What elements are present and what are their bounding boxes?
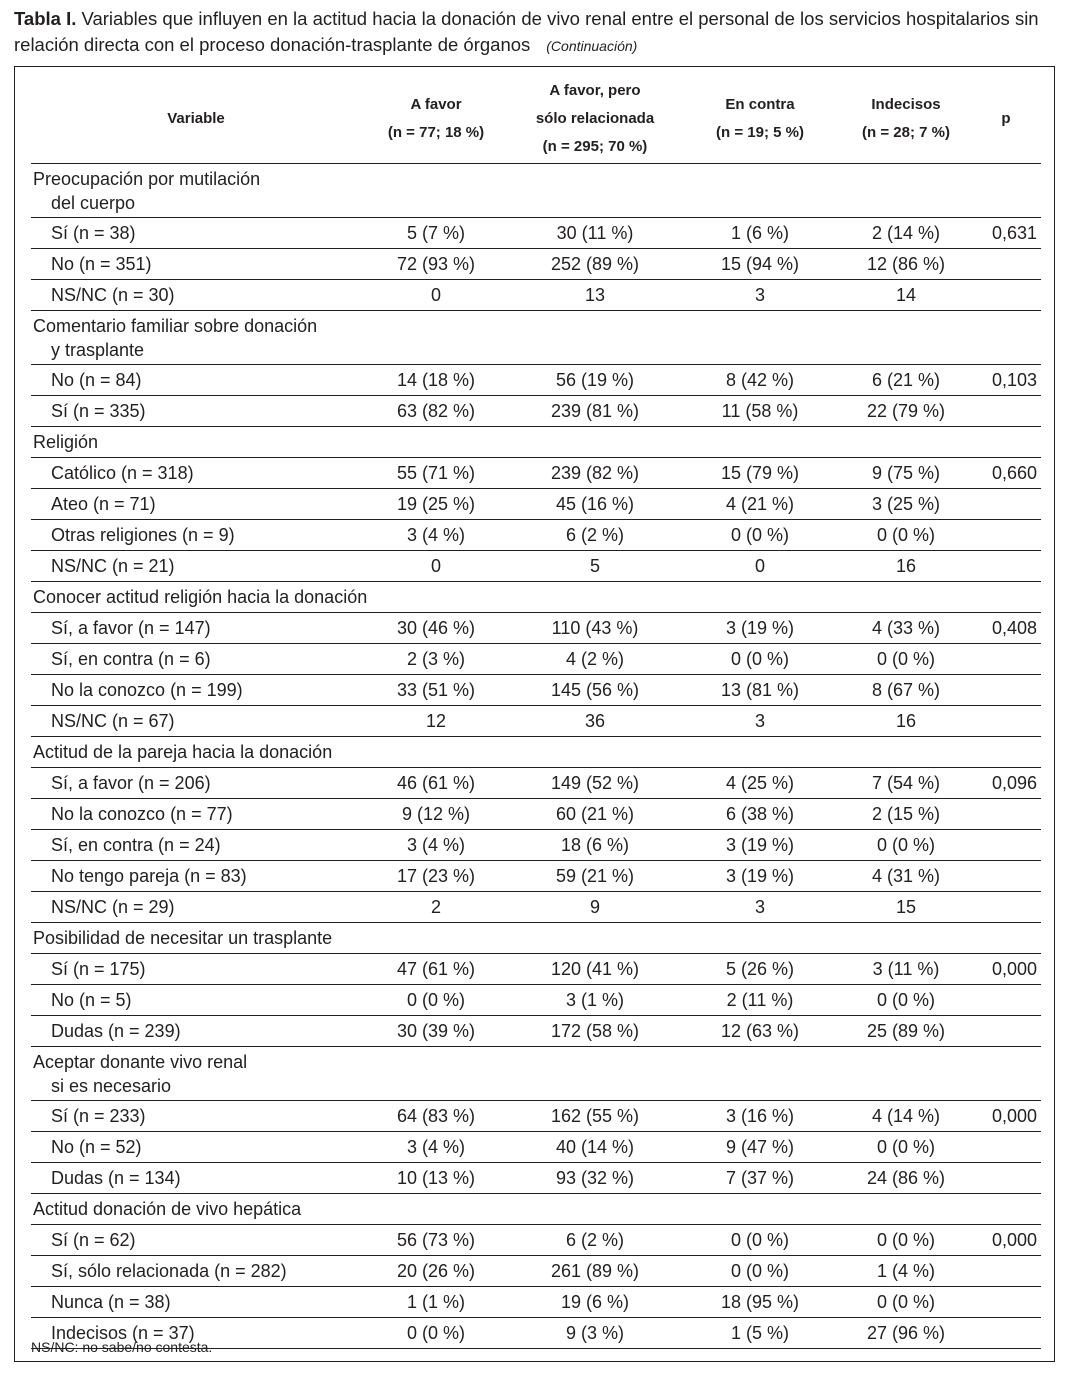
table-cell: 149 (52 %)	[511, 768, 679, 799]
row-label: Sí, a favor (n = 206)	[31, 768, 361, 799]
column-header-line: (n = 77; 18 %)	[387, 124, 485, 141]
table-cell: 36	[511, 706, 679, 737]
p-value-cell: 0,000	[971, 1225, 1041, 1256]
section-title-line: del cuerpo	[51, 192, 136, 213]
table-row	[31, 280, 1041, 311]
table-body	[31, 164, 1041, 1349]
section-row	[31, 1194, 1041, 1225]
p-value-cell	[971, 396, 1041, 427]
table-row	[31, 830, 1041, 861]
table-row	[31, 613, 1041, 644]
section-title-line: Actitud de la pareja hacia la donación	[33, 742, 333, 762]
p-value-cell	[971, 489, 1041, 520]
table-cell: 6 (21 %)	[841, 365, 971, 396]
table-cell: 46 (61 %)	[361, 768, 511, 799]
column-header-line: Variable	[167, 110, 225, 127]
section-title	[31, 311, 1041, 365]
table-row	[31, 365, 1041, 396]
caption-label: Tabla I.	[14, 8, 77, 29]
section-title-line: y trasplante	[51, 339, 145, 360]
p-value-cell	[971, 706, 1041, 737]
table-cell: 0 (0 %)	[841, 520, 971, 551]
table-cell: 14 (18 %)	[361, 365, 511, 396]
p-value-cell	[971, 892, 1041, 923]
row-label: Otras religiones (n = 9)	[31, 520, 361, 551]
row-label: Católico (n = 318)	[31, 458, 361, 489]
table-cell: 252 (89 %)	[511, 249, 679, 280]
table-cell: 4 (25 %)	[679, 768, 841, 799]
table-cell: 1 (5 %)	[679, 1318, 841, 1349]
table-cell: 12	[361, 706, 511, 737]
table-cell: 13	[511, 280, 679, 311]
p-value-cell	[971, 830, 1041, 861]
table-cell: 5	[511, 551, 679, 582]
table-cell: 5 (7 %)	[361, 218, 511, 249]
p-value-cell	[971, 861, 1041, 892]
table-cell: 7 (54 %)	[841, 768, 971, 799]
p-value-cell: 0,631	[971, 218, 1041, 249]
table-cell: 72 (93 %)	[361, 249, 511, 280]
section-title	[31, 582, 1041, 613]
table-cell: 8 (67 %)	[841, 675, 971, 706]
table-cell: 2	[361, 892, 511, 923]
p-value-cell	[971, 1016, 1041, 1047]
column-header-line: p	[1001, 110, 1011, 127]
table-cell: 14	[841, 280, 971, 311]
table-cell: 0	[361, 551, 511, 582]
table-cell: 162 (55 %)	[511, 1101, 679, 1132]
p-value-cell	[971, 1256, 1041, 1287]
caption-text: Variables que influyen en la actitud hacia la donación de vivo renal entre el personal de los servicios hospitalarios sin relación directa con el proceso donación-trasplante de órganos	[14, 8, 1039, 55]
row-label: No tengo pareja (n = 83)	[31, 861, 361, 892]
caption-continuation: (Continuación)	[546, 38, 638, 54]
table-cell: 0 (0 %)	[361, 985, 511, 1016]
footnote: NS/NC: no sabe/no contesta.	[31, 1339, 213, 1355]
table-row	[31, 768, 1041, 799]
section-title-line: Aceptar donante vivo renal	[33, 1051, 248, 1072]
column-header-line: A favor	[410, 96, 462, 113]
p-value-cell	[971, 1318, 1041, 1349]
table-cell: 239 (82 %)	[511, 458, 679, 489]
table-cell: 0	[361, 280, 511, 311]
table-cell: 3 (1 %)	[511, 985, 679, 1016]
table-cell: 9 (75 %)	[841, 458, 971, 489]
row-label: Sí, en contra (n = 6)	[31, 644, 361, 675]
table-cell: 15	[841, 892, 971, 923]
column-header	[361, 75, 511, 164]
table-cell: 2 (15 %)	[841, 799, 971, 830]
row-label: No (n = 351)	[31, 249, 361, 280]
table-cell: 25 (89 %)	[841, 1016, 971, 1047]
p-value-cell	[971, 675, 1041, 706]
table-cell: 30 (39 %)	[361, 1016, 511, 1047]
p-value-cell: 0,103	[971, 365, 1041, 396]
section-row	[31, 311, 1041, 365]
table-row	[31, 1225, 1041, 1256]
column-header	[679, 75, 841, 164]
table-cell: 0 (0 %)	[841, 1132, 971, 1163]
table-frame	[14, 66, 1055, 1362]
table-cell: 1 (1 %)	[361, 1287, 511, 1318]
table-cell: 18 (6 %)	[511, 830, 679, 861]
table-cell: 17 (23 %)	[361, 861, 511, 892]
table-row	[31, 489, 1041, 520]
table-cell: 0 (0 %)	[361, 1318, 511, 1349]
table-cell: 110 (43 %)	[511, 613, 679, 644]
table-cell: 5 (26 %)	[679, 954, 841, 985]
table-row	[31, 1163, 1041, 1194]
table-cell: 16	[841, 551, 971, 582]
table-cell: 172 (58 %)	[511, 1016, 679, 1047]
row-label: Sí, en contra (n = 24)	[31, 830, 361, 861]
table-cell: 6 (2 %)	[511, 520, 679, 551]
row-label: Sí (n = 335)	[31, 396, 361, 427]
row-label: Sí (n = 62)	[31, 1225, 361, 1256]
p-value-cell	[971, 1132, 1041, 1163]
table-row	[31, 644, 1041, 675]
row-label: Sí (n = 175)	[31, 954, 361, 985]
row-label: Sí (n = 38)	[31, 218, 361, 249]
table-row	[31, 675, 1041, 706]
column-header-line: (n = 28; 7 %)	[862, 124, 950, 141]
row-label: Sí, sólo relacionada (n = 282)	[31, 1256, 361, 1287]
row-label: No (n = 52)	[31, 1132, 361, 1163]
table-cell: 18 (95 %)	[679, 1287, 841, 1318]
table-cell: 8 (42 %)	[679, 365, 841, 396]
column-header-line: En contra	[725, 96, 795, 113]
table-row	[31, 799, 1041, 830]
row-label: Indecisos (n = 37)	[31, 1318, 361, 1349]
section-title	[31, 1194, 1041, 1225]
p-value-cell	[971, 1163, 1041, 1194]
header-row	[31, 75, 1041, 164]
table-cell: 145 (56 %)	[511, 675, 679, 706]
section-title	[31, 923, 1041, 954]
table-cell: 3 (4 %)	[361, 520, 511, 551]
section-title	[31, 164, 1041, 218]
section-title-line: Conocer actitud religión hacia la donación	[33, 587, 368, 607]
table-cell: 3	[679, 280, 841, 311]
section-row	[31, 427, 1041, 458]
row-label: Dudas (n = 134)	[31, 1163, 361, 1194]
table-header	[31, 75, 1041, 164]
table-cell: 3 (4 %)	[361, 830, 511, 861]
table-cell: 63 (82 %)	[361, 396, 511, 427]
table-row	[31, 985, 1041, 1016]
row-label: No la conozco (n = 199)	[31, 675, 361, 706]
column-header-line: sólo relacionada	[535, 110, 655, 127]
table-cell: 0 (0 %)	[841, 1287, 971, 1318]
table-cell: 9 (12 %)	[361, 799, 511, 830]
table-cell: 4 (33 %)	[841, 613, 971, 644]
row-label: No (n = 84)	[31, 365, 361, 396]
p-value-cell	[971, 249, 1041, 280]
table-cell: 2 (11 %)	[679, 985, 841, 1016]
table-cell: 9	[511, 892, 679, 923]
table-cell: 7 (37 %)	[679, 1163, 841, 1194]
table-row	[31, 861, 1041, 892]
p-value-cell	[971, 520, 1041, 551]
section-title-line: Preocupación por mutilación	[33, 168, 261, 189]
table-cell: 60 (21 %)	[511, 799, 679, 830]
table-cell: 0 (0 %)	[841, 644, 971, 675]
table-caption	[14, 6, 1054, 59]
table-cell: 33 (51 %)	[361, 675, 511, 706]
table-cell: 55 (71 %)	[361, 458, 511, 489]
column-header	[841, 75, 971, 164]
table-row	[31, 249, 1041, 280]
p-value-cell	[971, 1287, 1041, 1318]
section-title-line: si es necesario	[51, 1075, 172, 1096]
table-row	[31, 396, 1041, 427]
table-cell: 64 (83 %)	[361, 1101, 511, 1132]
p-value-cell: 0,408	[971, 613, 1041, 644]
section-row	[31, 923, 1041, 954]
table-cell: 0 (0 %)	[679, 1256, 841, 1287]
table-cell: 16	[841, 706, 971, 737]
table-cell: 2 (3 %)	[361, 644, 511, 675]
p-value-cell: 0,660	[971, 458, 1041, 489]
table-cell: 3 (4 %)	[361, 1132, 511, 1163]
p-value-cell	[971, 985, 1041, 1016]
column-header	[511, 75, 679, 164]
table-row	[31, 218, 1041, 249]
section-title-line: Posibilidad de necesitar un trasplante	[33, 928, 333, 948]
table-cell: 10 (13 %)	[361, 1163, 511, 1194]
column-header	[971, 75, 1041, 164]
section-title	[31, 737, 1041, 768]
table-row	[31, 458, 1041, 489]
row-label: Dudas (n = 239)	[31, 1016, 361, 1047]
table-cell: 9 (3 %)	[511, 1318, 679, 1349]
row-label: NS/NC (n = 30)	[31, 280, 361, 311]
p-value-cell	[971, 644, 1041, 675]
table-cell: 0 (0 %)	[679, 520, 841, 551]
table-cell: 4 (2 %)	[511, 644, 679, 675]
table-cell: 0 (0 %)	[841, 1225, 971, 1256]
table-cell: 1 (6 %)	[679, 218, 841, 249]
table-cell: 3 (11 %)	[841, 954, 971, 985]
table-cell: 19 (25 %)	[361, 489, 511, 520]
p-value-cell	[971, 551, 1041, 582]
column-header-line: A favor, pero	[549, 82, 641, 99]
section-title	[31, 1047, 1041, 1101]
table-cell: 9 (47 %)	[679, 1132, 841, 1163]
table-cell: 239 (81 %)	[511, 396, 679, 427]
p-value-cell: 0,096	[971, 768, 1041, 799]
section-title-line: Comentario familiar sobre donación	[33, 315, 318, 336]
table-cell: 11 (58 %)	[679, 396, 841, 427]
table-row	[31, 706, 1041, 737]
table-row	[31, 551, 1041, 582]
data-table	[31, 75, 1041, 1349]
table-cell: 3 (19 %)	[679, 830, 841, 861]
table-row	[31, 1016, 1041, 1047]
table-cell: 4 (14 %)	[841, 1101, 971, 1132]
table-cell: 15 (94 %)	[679, 249, 841, 280]
table-cell: 13 (81 %)	[679, 675, 841, 706]
section-row	[31, 164, 1041, 218]
table-row	[31, 1132, 1041, 1163]
section-row	[31, 1047, 1041, 1101]
table-cell: 3	[679, 706, 841, 737]
table-cell: 0 (0 %)	[679, 1225, 841, 1256]
table-cell: 20 (26 %)	[361, 1256, 511, 1287]
table-cell: 6 (38 %)	[679, 799, 841, 830]
row-label: Ateo (n = 71)	[31, 489, 361, 520]
table-cell: 1 (4 %)	[841, 1256, 971, 1287]
table-cell: 19 (6 %)	[511, 1287, 679, 1318]
table-cell: 3 (19 %)	[679, 613, 841, 644]
table-cell: 93 (32 %)	[511, 1163, 679, 1194]
table-cell: 0 (0 %)	[841, 830, 971, 861]
table-cell: 59 (21 %)	[511, 861, 679, 892]
row-label: NS/NC (n = 29)	[31, 892, 361, 923]
table-cell: 22 (79 %)	[841, 396, 971, 427]
column-header	[31, 75, 361, 164]
table-cell: 0 (0 %)	[841, 985, 971, 1016]
row-label: Sí, a favor (n = 147)	[31, 613, 361, 644]
row-label: No la conozco (n = 77)	[31, 799, 361, 830]
section-title-line: Religión	[33, 432, 99, 452]
row-label: Nunca (n = 38)	[31, 1287, 361, 1318]
table-cell: 12 (63 %)	[679, 1016, 841, 1047]
table-cell: 0	[679, 551, 841, 582]
table-cell: 56 (73 %)	[361, 1225, 511, 1256]
section-row	[31, 582, 1041, 613]
row-label: Sí (n = 233)	[31, 1101, 361, 1132]
table-cell: 56 (19 %)	[511, 365, 679, 396]
table-cell: 3	[679, 892, 841, 923]
table-row	[31, 1101, 1041, 1132]
column-header-line: (n = 19; 5 %)	[716, 124, 804, 141]
table-cell: 15 (79 %)	[679, 458, 841, 489]
table-cell: 4 (31 %)	[841, 861, 971, 892]
table-cell: 261 (89 %)	[511, 1256, 679, 1287]
table-cell: 4 (21 %)	[679, 489, 841, 520]
table-cell: 0 (0 %)	[679, 644, 841, 675]
table-cell: 12 (86 %)	[841, 249, 971, 280]
section-title-line: Actitud donación de vivo hepática	[33, 1199, 302, 1219]
p-value-cell	[971, 799, 1041, 830]
table-row	[31, 892, 1041, 923]
table-row	[31, 1256, 1041, 1287]
table-cell: 27 (96 %)	[841, 1318, 971, 1349]
section-row	[31, 737, 1041, 768]
table-cell: 47 (61 %)	[361, 954, 511, 985]
column-header-line: (n = 295; 70 %)	[542, 138, 648, 155]
p-value-cell: 0,000	[971, 954, 1041, 985]
table-row	[31, 954, 1041, 985]
table-cell: 24 (86 %)	[841, 1163, 971, 1194]
table-cell: 2 (14 %)	[841, 218, 971, 249]
table-cell: 120 (41 %)	[511, 954, 679, 985]
table-cell: 6 (2 %)	[511, 1225, 679, 1256]
row-label: NS/NC (n = 21)	[31, 551, 361, 582]
row-label: NS/NC (n = 67)	[31, 706, 361, 737]
table-cell: 40 (14 %)	[511, 1132, 679, 1163]
p-value-cell	[971, 280, 1041, 311]
table-cell: 3 (25 %)	[841, 489, 971, 520]
table-row	[31, 520, 1041, 551]
section-title	[31, 427, 1041, 458]
p-value-cell: 0,000	[971, 1101, 1041, 1132]
column-header-line: Indecisos	[871, 96, 941, 113]
row-label: No (n = 5)	[31, 985, 361, 1016]
table-cell: 45 (16 %)	[511, 489, 679, 520]
table-cell: 30 (11 %)	[511, 218, 679, 249]
table-cell: 3 (19 %)	[679, 861, 841, 892]
table-row	[31, 1287, 1041, 1318]
table-cell: 30 (46 %)	[361, 613, 511, 644]
table-cell: 3 (16 %)	[679, 1101, 841, 1132]
